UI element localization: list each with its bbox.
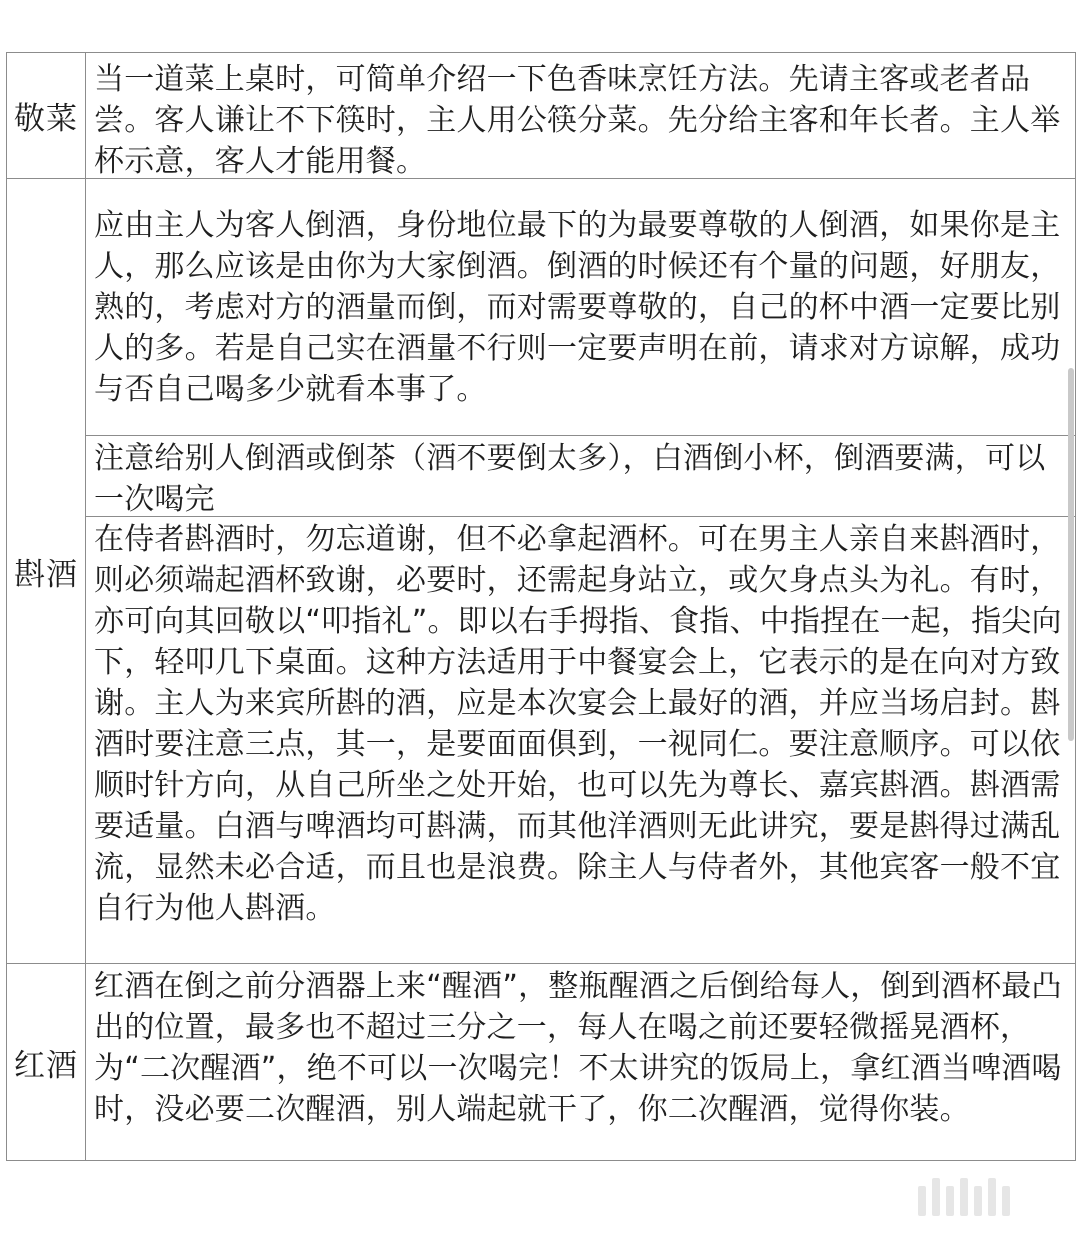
table-row [7,53,1075,178]
row-cells [86,964,1075,1160]
table-row [7,963,1075,1160]
table-cell: 应由主人为客人倒酒，身份地位最下的为最要尊敬的人倒酒，如果你是主人，那么应该是由你为大家倒酒。倒酒的时候还有个量的问题，好朋友，熟的，考虑对方的酒量而倒，而对需要尊敬的，自己的杯中酒一定要比别人的多。若是自己实在酒量不行则一定要声明在前，请求对方谅解，成功与否自己喝多少就看本事了。 [94,208,1061,407]
row-cells [86,179,1075,963]
scrollbar[interactable] [1068,368,1074,741]
row-label-jingcai: 敬菜 [7,53,86,178]
table-cell: 在侍者斟酒时，勿忘道谢，但不必拿起酒杯。可在男主人亲自来斟酒时，则必须端起酒杯致谢，必要时，还需起身站立，或欠身点头为礼。有时，亦可向其回敬以“叩指礼”。即以右手拇指、食指、中指捏在一起，指尖向下，轻叩几下桌面。这种方法适用于中餐宴会上，它表示的是在向对方致谢。主人为来宾所斟的酒，应是本次宴会上最好的酒，并应当场启封。斟酒时要注意三点，其一，是要面面俱到，一视同仁。要注意顺序。可以依顺时针方向，从自己所坐之处开始，也可以先为尊长、嘉宾斟酒。斟酒需要适量。白酒与啤酒均可斟满，而其他洋酒则无此讲究，要是斟得过满乱流，显然未必合适，而且也是浪费。除主人与侍者外，其他宾客一般不宜自行为他人斟酒。 [86,516,1075,963]
row-label-zhenjiu: 斟酒 [7,179,86,963]
table-cell: 红酒在倒之前分酒器上来“醒酒”，整瓶醒酒之后倒给每人，倒到酒杯最凸出的位置，最多也不超过三分之一，每人在喝之前还要轻微摇晃酒杯，为“二次醒酒”，绝不可以一次喝完！不太讲究的饭局上，拿红酒当啤酒喝时，没必要二次醒酒，别人端起就干了，你二次醒酒，觉得你装。 [94,969,1062,1127]
table-row [7,178,1075,963]
row-label-hongjiu: 红酒 [7,964,86,1160]
row-cells [86,53,1075,178]
watermark-icon [918,1168,1058,1216]
etiquette-table [6,52,1076,1161]
table-cell: 当一道菜上桌时，可简单介绍一下色香味烹饪方法。先请主客或老者品尝。客人谦让不下筷时，主人用公筷分菜。先分给主客和年长者。主人举杯示意，客人才能用餐。 [94,62,1061,179]
table-cell: 注意给别人倒酒或倒茶（酒不要倒太多），白酒倒小杯，倒酒要满，可以一次喝完 [86,435,1075,516]
